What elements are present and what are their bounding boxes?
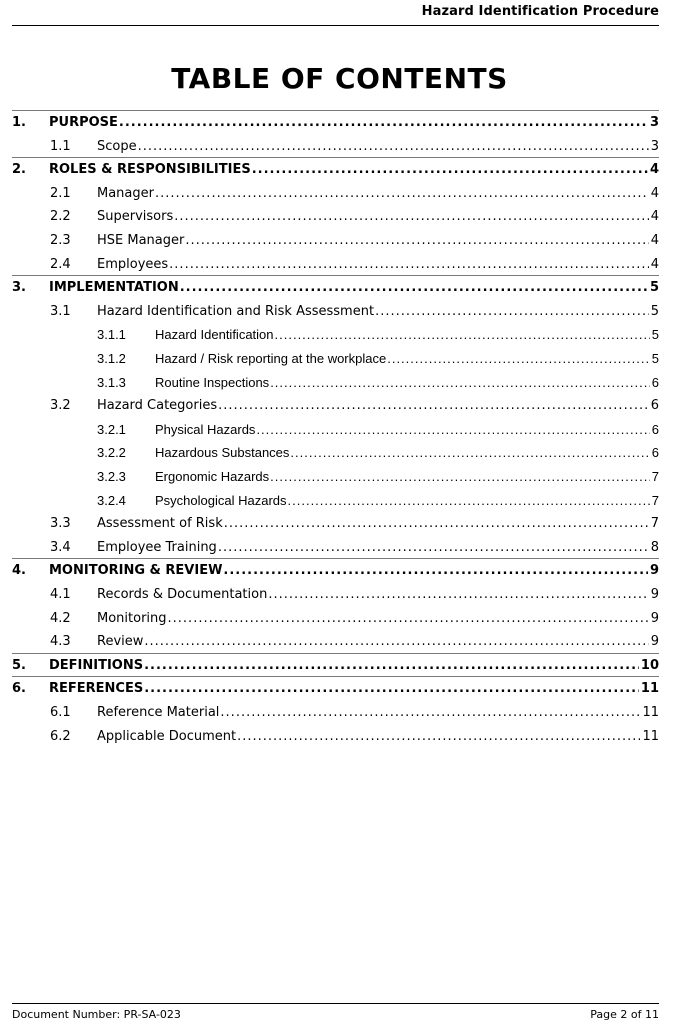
dot-leader [144,656,639,676]
toc-entry[interactable] [12,538,659,558]
dot-leader [268,585,648,605]
dot-leader [119,113,648,133]
toc-entry-label: Supervisors [97,209,174,225]
toc-entry[interactable] [12,184,659,204]
page-footer [12,1003,659,1024]
toc-entry-label: MONITORING & REVIEW [49,563,223,579]
toc-entry-number: 3.4 [50,539,71,555]
dot-leader [218,538,649,558]
toc-entry-number: 3.1.2 [97,351,126,366]
dot-leader [237,727,640,747]
dot-leader [252,160,648,180]
dot-leader [144,679,639,699]
dot-leader [180,278,648,298]
toc-entry[interactable] [12,373,659,393]
toc-entry-label: Review [97,634,144,650]
toc-entry-number: 2.4 [50,256,71,272]
toc-entry[interactable] [12,632,659,652]
section-divider [12,110,659,111]
toc-entry[interactable] [12,349,659,369]
toc-entry-number: 3.2.3 [97,469,126,484]
toc-entry-label: Applicable Document [97,728,237,744]
dot-leader [218,396,649,416]
toc-entry-number: 3.1 [50,303,71,319]
toc-entry-page: 6 [651,421,659,437]
dot-leader [290,443,649,463]
toc-entry[interactable] [12,585,659,605]
document-number: Document Number: PR-SA-023 [12,1008,181,1021]
dot-leader [223,561,648,581]
toc-entry[interactable] [12,467,659,487]
toc-entry-page: 4 [650,256,659,272]
toc-entry[interactable] [12,160,659,180]
toc-entry-number: 4.3 [50,634,71,650]
toc-entry[interactable] [12,137,659,157]
toc-entry-number: 6.1 [50,705,71,720]
toc-entry-label: Psychological Hazards [155,492,287,508]
dot-leader [185,231,648,251]
toc-entry-number: 3. [12,280,26,296]
toc-entry-label: Routine Inspections [155,374,270,390]
dot-leader [220,703,640,723]
toc-entry-label: Hazard / Risk reporting at the workplace [155,351,387,366]
toc-entry-label: REFERENCES [49,681,144,697]
toc-entry-page: 10 [640,657,659,673]
toc-entry-label: Reference Material [97,705,220,720]
toc-entry[interactable] [12,703,659,723]
toc-entry-label: Hazard Categories [97,398,218,414]
toc-entry-label: DEFINITIONS [49,657,144,673]
toc-entry-number: 3.3 [50,516,71,532]
toc-entry-page: 11 [642,728,659,744]
toc-entry-label: IMPLEMENTATION [49,280,179,296]
dot-leader [387,349,650,369]
dot-leader [224,514,649,534]
toc-entry-label: Manager [97,185,154,201]
dot-leader [375,302,649,322]
toc-entry-number: 6.2 [50,728,71,744]
toc-entry-number: 3.1.3 [97,374,126,390]
toc-entry-page: 3 [650,138,659,154]
toc-entry[interactable] [12,278,659,298]
toc-entry[interactable] [12,302,659,322]
dot-leader [270,373,650,393]
toc-entry[interactable] [12,325,659,345]
toc-entry-page: 7 [651,492,659,508]
dot-leader [288,491,650,511]
toc-entry-number: 2.2 [50,209,71,225]
toc-entry-number: 1. [12,115,26,130]
toc-entry-page: 8 [650,539,659,555]
toc-entry-label: Assessment of Risk [97,516,223,532]
toc-entry-label: HSE Manager [97,233,185,248]
toc-entry[interactable] [12,727,659,747]
toc-entry-number: 4.1 [50,587,71,602]
toc-entry-label: Hazard Identification and Risk Assessment [97,303,375,319]
dot-leader [138,137,649,157]
dot-leader [168,609,649,629]
toc-entry-page: 11 [642,705,659,720]
dot-leader [275,325,650,345]
toc-entry-number: 5. [12,657,26,673]
dot-leader [256,420,649,440]
toc-entry[interactable] [12,255,659,275]
section-divider [12,653,659,654]
toc-entry-page: 4 [650,233,659,248]
toc-entry-page: 7 [651,469,659,484]
toc-entry-page: 9 [650,587,659,602]
toc-entry-number: 4.2 [50,610,71,626]
toc-entry[interactable] [12,207,659,227]
section-divider [12,157,659,158]
toc-entry[interactable] [12,514,659,534]
toc-entry[interactable] [12,420,659,440]
toc-entry[interactable] [12,656,659,676]
toc-entry-label: Employees [97,256,169,272]
dot-leader [155,184,649,204]
dot-leader [174,207,648,227]
toc-entry-page: 3 [649,115,659,130]
toc-entry-number: 1.1 [50,138,71,154]
toc-entry-number: 6. [12,681,26,697]
toc-entry-number: 3.2.4 [97,492,126,508]
toc-entry-page: 7 [650,516,659,532]
toc-entry-label: Hazard Identification [155,327,274,343]
toc-entry-label: Ergonomic Hazards [155,469,270,484]
page-header [12,0,659,26]
toc-entry-label: Records & Documentation [97,587,268,602]
toc-entry-number: 2.1 [50,185,71,201]
toc-entry-label: Scope [97,138,137,154]
toc-entry-page: 6 [650,398,659,414]
toc-entry-page: 5 [651,351,659,366]
toc-entry-page: 4 [650,209,659,225]
toc-entry-label: Employee Training [97,539,217,555]
toc-entry-page: 6 [651,445,659,461]
dot-leader [169,255,649,275]
toc-entry-page: 9 [650,634,659,650]
toc-entry-number: 3.2.2 [97,445,126,461]
dot-leader [144,632,648,652]
toc-entry-page: 5 [650,303,659,319]
toc-entry-label: PURPOSE [49,115,118,130]
toc-entry[interactable] [12,609,659,629]
toc-entry[interactable] [12,491,659,511]
toc-entry[interactable] [12,396,659,416]
header-title: Hazard Identification Procedure [421,4,659,19]
dot-leader [270,467,650,487]
toc-entry-label: ROLES & RESPONSIBILITIES [49,162,251,178]
toc-entry-page: 11 [640,681,659,697]
page-title: TABLE OF CONTENTS [171,62,508,95]
toc-entry-number: 3.1.1 [97,327,126,343]
toc-entry-page: 9 [650,610,659,626]
toc-entry[interactable] [12,561,659,581]
toc-entry[interactable] [12,443,659,463]
page-number: Page 2 of 11 [590,1008,659,1021]
section-divider [12,275,659,276]
toc-entry-number: 2.3 [50,233,71,248]
toc-entry-page: 4 [650,185,659,201]
toc-entry[interactable] [12,679,659,699]
toc-entry-page: 4 [649,162,659,178]
toc-entry-number: 3.2.1 [97,421,126,437]
toc-entry-label: Monitoring [97,610,167,626]
toc-entry[interactable] [12,113,659,133]
toc-entry-page: 9 [649,563,659,579]
toc-entry-number: 3.2 [50,398,71,414]
toc-entry-number: 2. [12,162,26,178]
toc-entry[interactable] [12,231,659,251]
toc-entry-page: 5 [651,327,659,343]
toc-entry-page: 6 [651,374,659,390]
section-divider [12,558,659,559]
toc-entry-label: Hazardous Substances [155,445,290,461]
section-divider [12,676,659,677]
toc-entry-page: 5 [649,280,659,296]
toc-entry-label: Physical Hazards [155,421,256,437]
toc-entry-number: 4. [12,563,26,579]
